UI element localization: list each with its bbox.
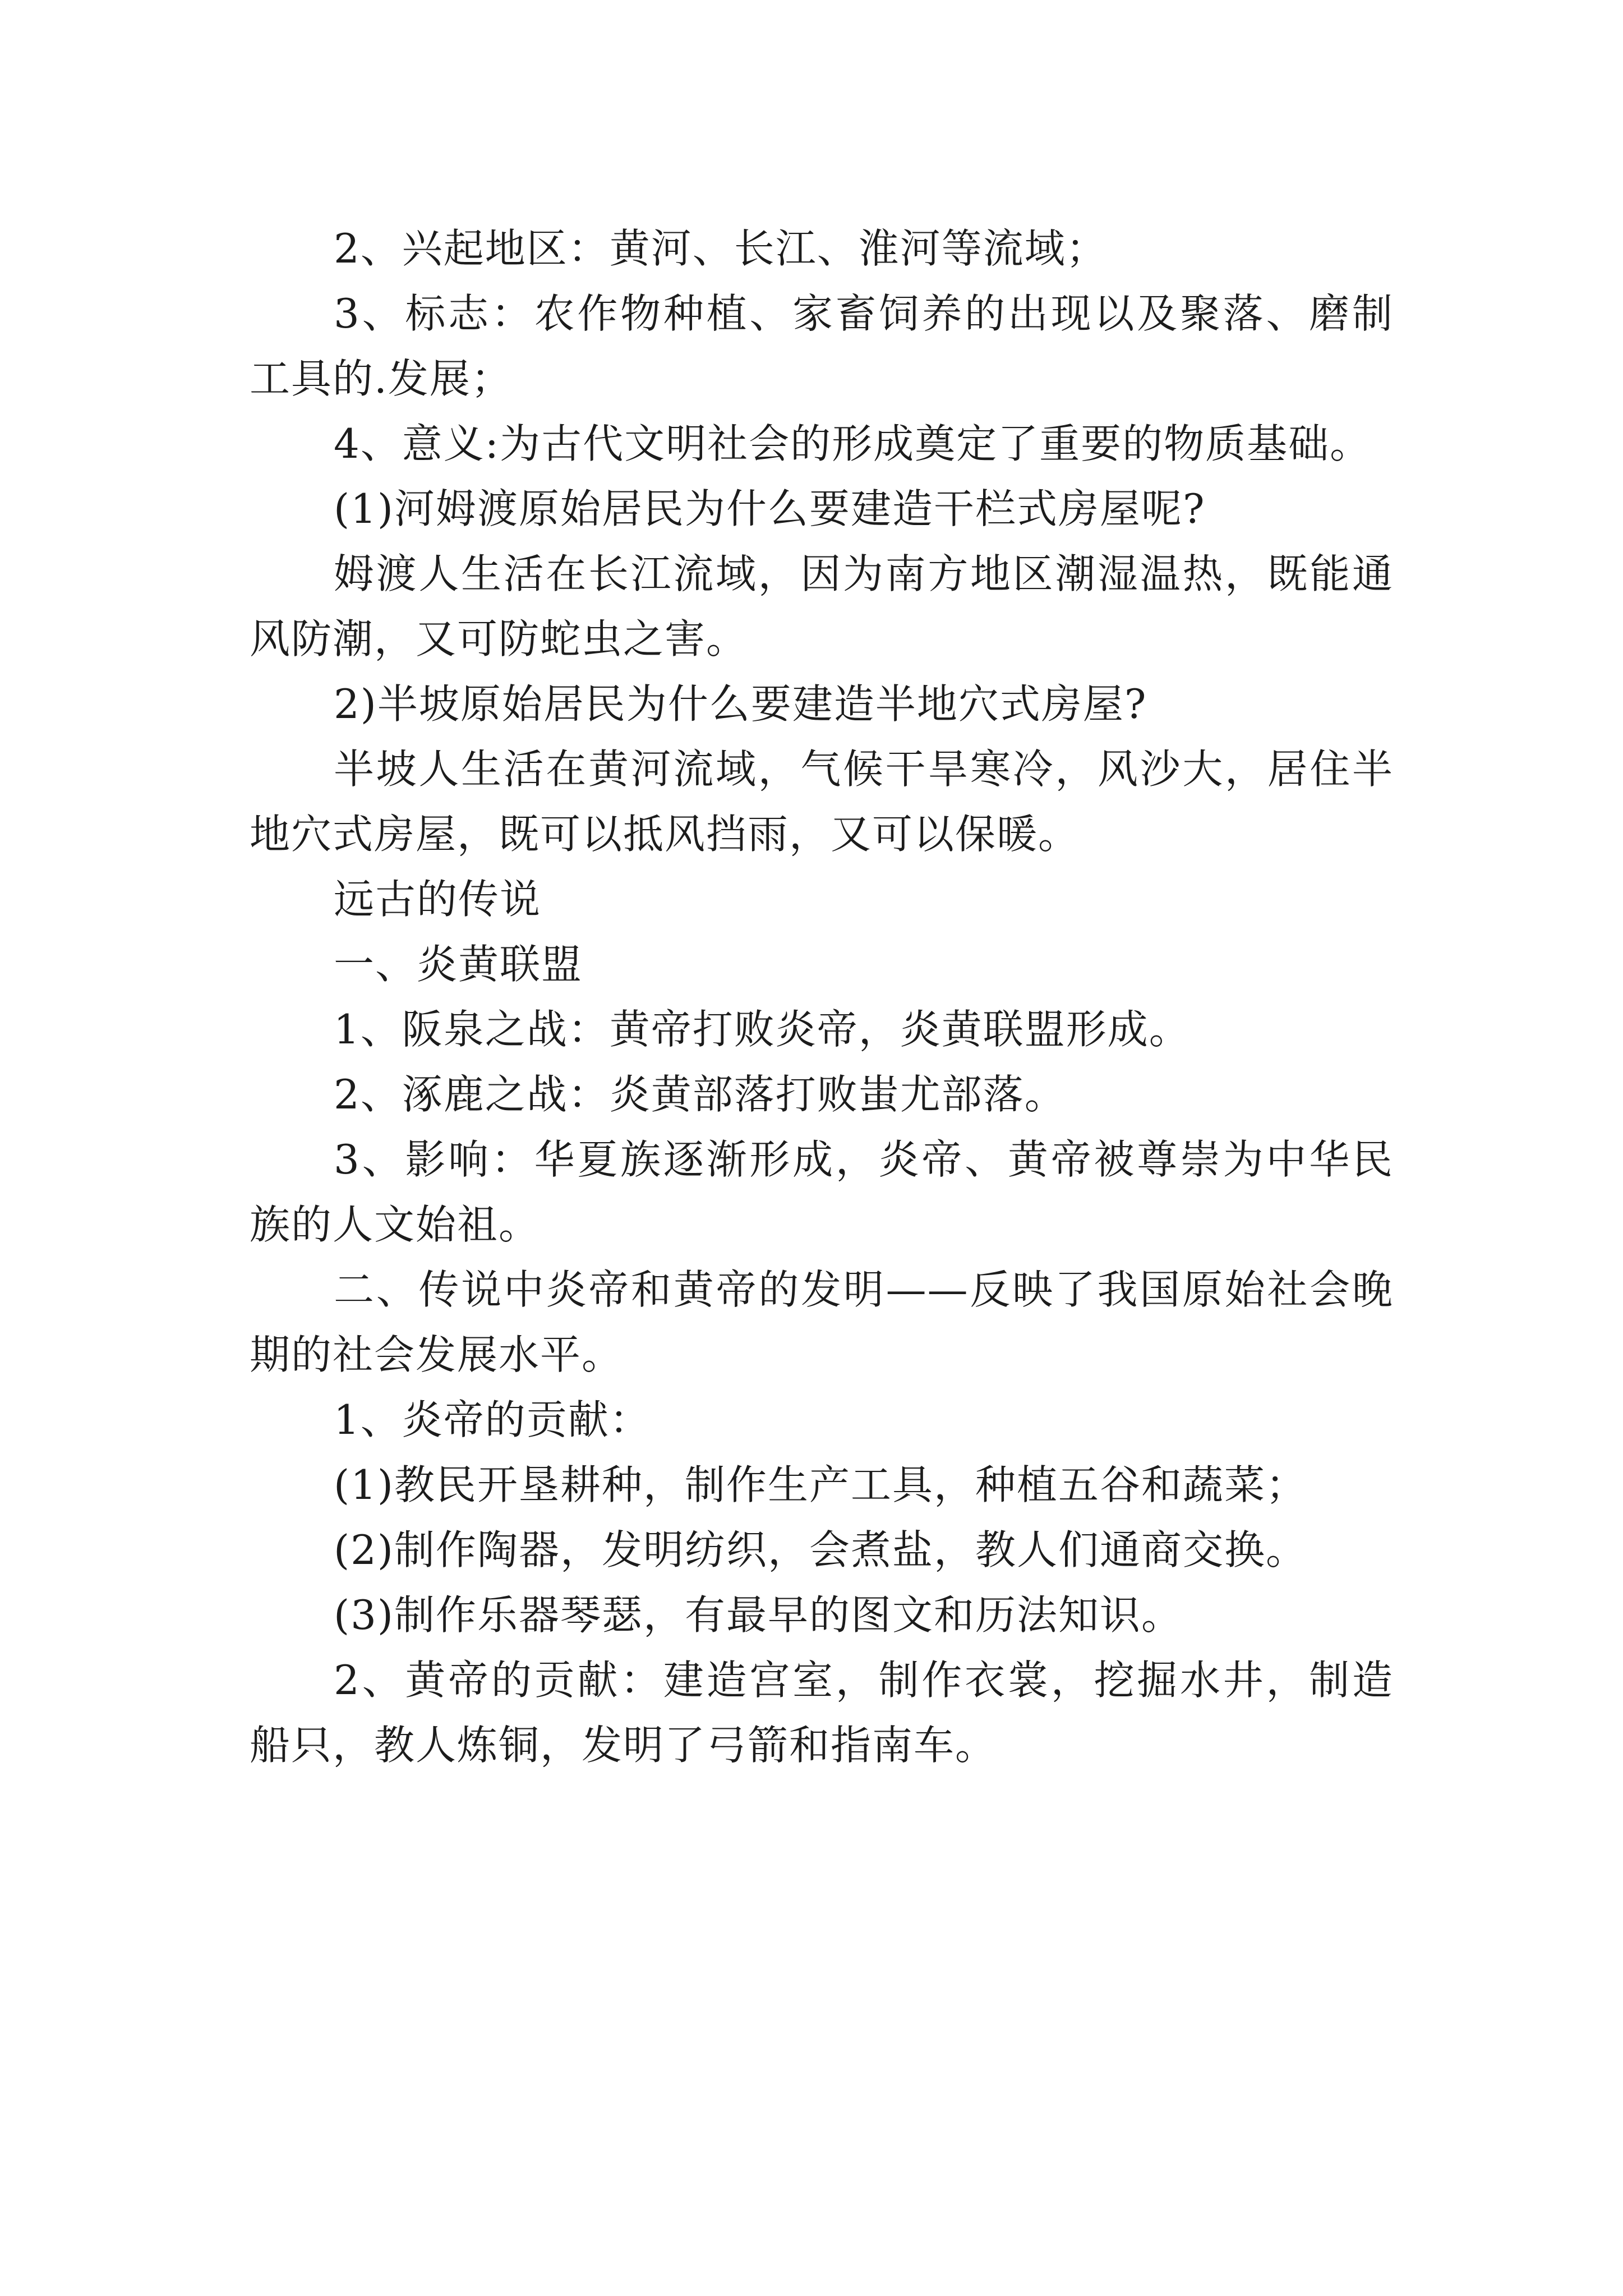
paragraph: 1、阪泉之战：黄帝打败炎帝，炎黄联盟形成。 xyxy=(334,1006,1191,1053)
section-heading: 二、传说中炎帝和黄帝的发明——反映了我国原始社会晚期的社会发展水平。 xyxy=(250,1266,1394,1378)
paragraph: 4、意义:为古代文明社会的形成奠定了重要的物质基础。 xyxy=(334,420,1372,467)
paragraph: 姆渡人生活在长江流域，因为南方地区潮湿温热，既能通风防潮，又可防蛇虫之害。 xyxy=(250,550,1394,662)
paragraph: 1、炎帝的贡献： xyxy=(334,1396,651,1443)
paragraph: (2)制作陶器，发明纺织，会煮盐，教人们通商交换。 xyxy=(334,1526,1307,1573)
section-heading: 一、炎黄联盟 xyxy=(334,941,583,988)
paragraph: 2、黄帝的贡献：建造宫室，制作衣裳，挖掘水井，制造船只，教人炼铜，发明了弓箭和指南车。 xyxy=(250,1657,1394,1769)
paragraph: 3、标志：农作物种植、家畜饲养的出现以及聚落、磨制工具的.发展； xyxy=(250,290,1394,402)
paragraph: (1)教民开垦耕种，制作生产工具，种植五谷和蔬菜； xyxy=(334,1461,1307,1508)
paragraph: 2、兴起地区：黄河、长江、淮河等流域； xyxy=(334,225,1108,272)
paragraph: 半坡人生活在黄河流域，气候干旱寒冷，风沙大，居住半地穴式房屋，既可以抵风挡雨，又可以保暖。 xyxy=(250,746,1394,858)
paragraph: (1)河姆渡原始居民为什么要建造干栏式房屋呢? xyxy=(334,485,1206,532)
paragraph: 2)半坡原始居民为什么要建造半地穴式房屋? xyxy=(334,680,1147,728)
document-body xyxy=(250,216,1394,1778)
section-heading: 远古的传说 xyxy=(334,876,542,923)
paragraph: 3、影响：华夏族逐渐形成，炎帝、黄帝被尊崇为中华民族的人文始祖。 xyxy=(250,1136,1394,1248)
paragraph: 2、涿鹿之战：炎黄部落打败蚩尤部落。 xyxy=(334,1071,1066,1118)
paragraph: (3)制作乐器琴瑟，有最早的图文和历法知识。 xyxy=(334,1591,1183,1639)
